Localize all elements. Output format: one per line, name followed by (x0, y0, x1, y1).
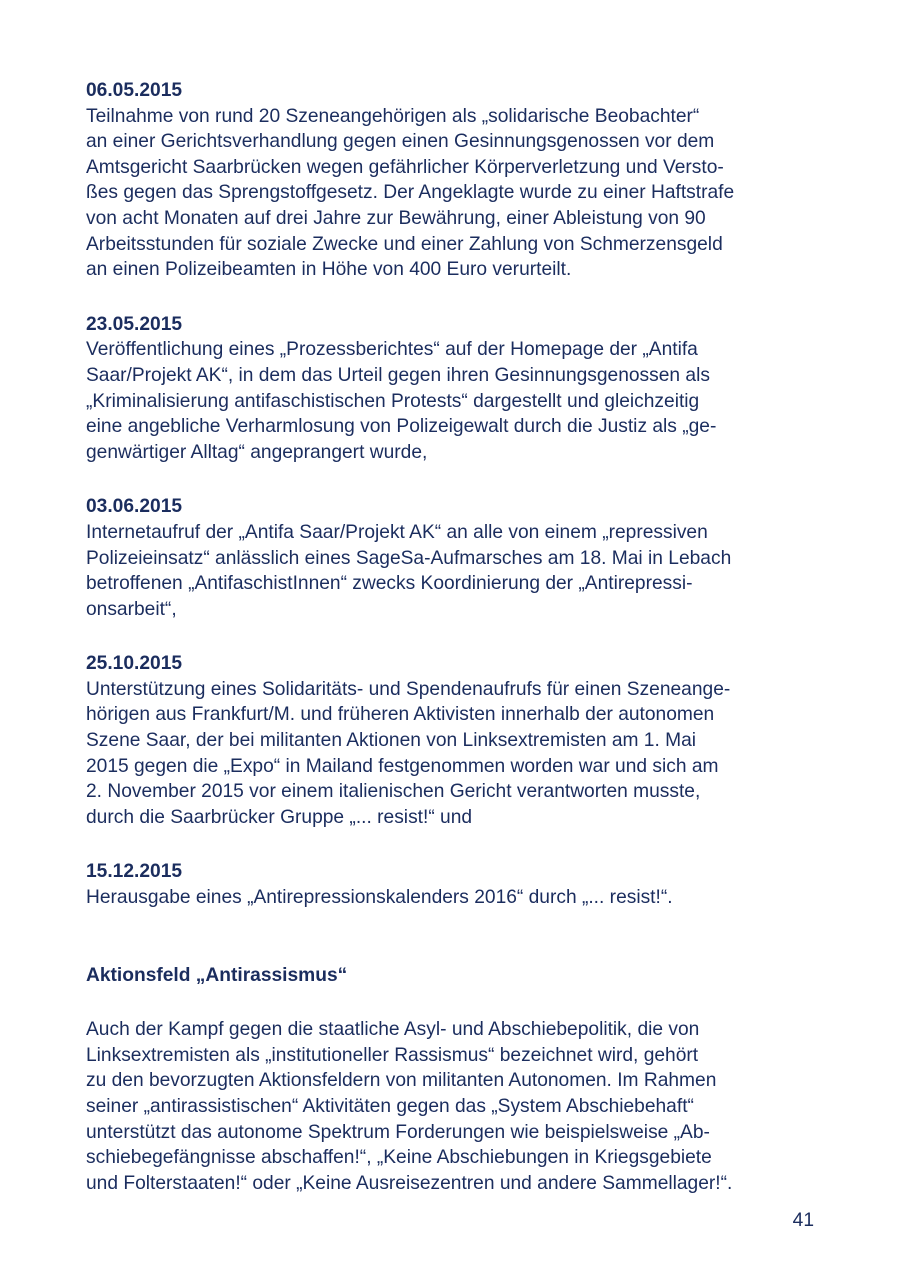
text-line: onsarbeit“, (86, 598, 177, 620)
entry-text (86, 677, 826, 831)
text-line: unterstützt das autonome Spektrum Forderungen wie beispielsweise „Ab- (86, 1121, 710, 1143)
text-line: Szene Saar, der bei militanten Aktionen von Linksextremisten am 1. Mai (86, 730, 697, 752)
entry-text (86, 104, 826, 283)
text-line: Arbeitsstunden für soziale Zwecke und einer Zahlung von Schmerzensgeld (86, 233, 723, 255)
text-line: an einen Polizeibeamten in Höhe von 400 Euro verurteilt. (86, 259, 572, 281)
text-line: Veröffentlichung eines „Prozessberichtes“ auf der Homepage der „Antifa (86, 339, 698, 361)
text-line: zu den bevorzugten Aktionsfeldern von militanten Autonomen. Im Rahmen (86, 1070, 717, 1092)
entry-date: 23.05.2015 (86, 313, 183, 335)
entry-date: 25.10.2015 (86, 653, 183, 675)
entry-text (86, 337, 826, 465)
text-line: durch die Saarbrücker Gruppe „... resist!“ und (86, 806, 473, 828)
text-line: seiner „antirassistischen“ Aktivitäten gegen das „System Abschiebehaft“ (86, 1096, 694, 1117)
text-line: Saar/Projekt AK“, in dem das Urteil gegen ihren Gesinnungsgenossen als (86, 364, 710, 386)
document-page (86, 78, 826, 1196)
text-line: betroffenen „AntifaschistInnen“ zwecks Koordinierung der „Antirepressi- (86, 573, 693, 595)
entry-text (86, 885, 826, 911)
page-number: 41 (792, 1210, 814, 1231)
entry-date: 03.06.2015 (86, 496, 183, 518)
chronology-entry (86, 859, 826, 910)
text-line: Internetaufruf der „Antifa Saar/Projekt AK“ an alle von einem „repressiven (86, 521, 708, 543)
text-line: von acht Monaten auf drei Jahre zur Bewährung, einer Ableistung von 90 (86, 207, 706, 229)
text-line: Auch der Kampf gegen die staatliche Asyl- und Abschiebepolitik, die von (86, 1019, 700, 1041)
text-line: 2. November 2015 vor einem italienischen Gericht verantworten musste, (86, 781, 701, 803)
entry-date: 06.05.2015 (86, 80, 183, 101)
entry-date: 15.12.2015 (86, 861, 183, 883)
text-line: „Kriminalisierung antifaschistischen Protests“ dargestellt und gleichzeitig (86, 390, 700, 412)
text-line: Polizeieinsatz“ anlässlich eines SageSa-Aufmarsches am 18. Mai in Lebach (86, 547, 732, 569)
chronology-entry (86, 651, 826, 830)
section-heading: Aktionsfeld „Antirassismus“ (86, 964, 348, 986)
chronology-entry (86, 312, 826, 466)
text-line: ßes gegen das Sprengstoffgesetz. Der Angeklagte wurde zu einer Haftstrafe (86, 182, 735, 204)
chronology-entry (86, 78, 826, 283)
text-line: Linksextremisten als „institutioneller Rassismus“ bezeichnet wird, gehört (86, 1044, 699, 1066)
text-line: und Folterstaaten!“ oder „Keine Ausreisezentren und andere Sammellager!“. (86, 1172, 733, 1194)
section-body (86, 1017, 826, 1196)
text-line: Amtsgericht Saarbrücken wegen gefährlicher Körperverletzung und Versto- (86, 156, 724, 178)
text-line: an einer Gerichtsverhandlung gegen einen Gesinnungsgenossen vor dem (86, 131, 715, 153)
text-line: genwärtiger Alltag“ angeprangert wurde, (86, 441, 428, 463)
text-line: Herausgabe eines „Antirepressionskalenders 2016“ durch „... resist!“. (86, 887, 673, 909)
text-line: Unterstützung eines Solidaritäts- und Spendenaufrufs für einen Szeneange- (86, 678, 731, 700)
text-line: schiebegefängnisse abschaffen!“, „Keine Abschiebungen in Kriegsgebiete (86, 1147, 712, 1169)
text-line: 2015 gegen die „Expo“ in Mailand festgenommen worden war und sich am (86, 755, 719, 777)
chronology-entry (86, 494, 826, 622)
entry-text (86, 520, 826, 622)
text-line: eine angebliche Verharmlosung von Polizeigewalt durch die Justiz als „ge- (86, 416, 717, 438)
text-line: hörigen aus Frankfurt/M. und früheren Aktivisten innerhalb der autonomen (86, 704, 715, 726)
text-line: Teilnahme von rund 20 Szeneangehörigen als „solidarische Beobachter“ (86, 105, 700, 127)
